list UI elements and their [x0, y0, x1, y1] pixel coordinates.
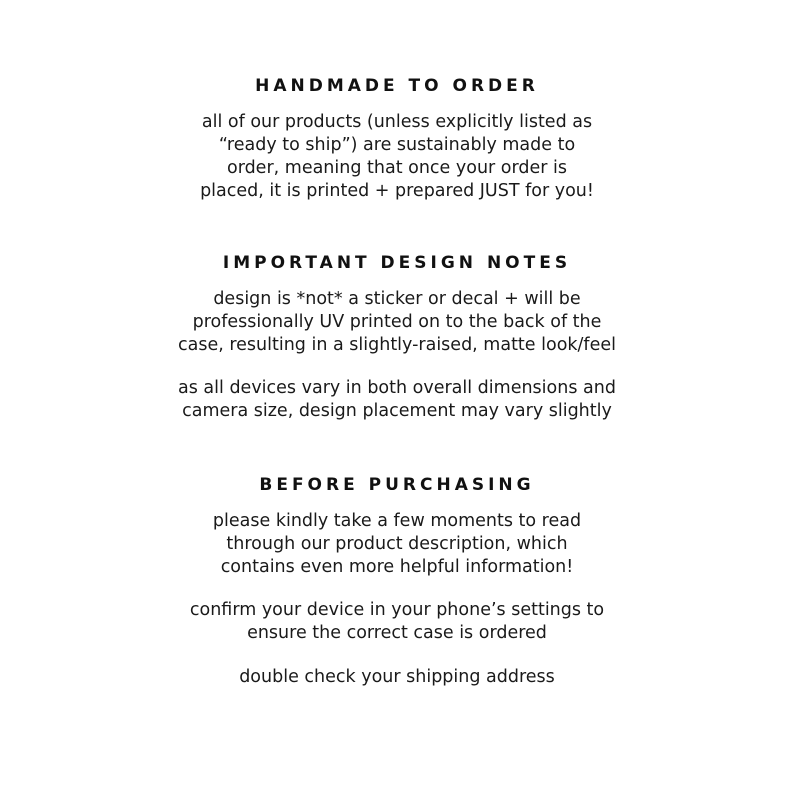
paragraph-line: all of our products (unless explicitly listed as — [201, 112, 593, 132]
section-paragraph-design-notes-2 — [0, 377, 794, 423]
paragraph-line: double check your shipping address — [239, 667, 555, 687]
section-heading-design-notes: IMPORTANT DESIGN NOTES — [222, 253, 572, 273]
paragraph-line: contains even more helpful information! — [220, 557, 574, 577]
paragraph-line: ensure the correct case is ordered — [247, 623, 547, 643]
section-paragraph-handmade — [0, 111, 794, 203]
paragraph-line: through our product description, which — [226, 534, 568, 554]
section-heading-handmade: HANDMADE TO ORDER — [255, 76, 539, 96]
paragraph-line: please kindly take a few moments to read — [212, 511, 582, 531]
section-paragraph-design-notes-1 — [0, 288, 794, 357]
section-paragraph-before-purchasing-3 — [0, 666, 794, 689]
section-paragraph-before-purchasing-2 — [0, 599, 794, 645]
paragraph-line: professionally UV printed on to the back of the — [192, 312, 602, 332]
section-paragraph-before-purchasing-1 — [0, 510, 794, 579]
paragraph-line: order, meaning that once your order is — [226, 158, 567, 178]
paragraph-line: camera size, design placement may vary slightly — [182, 401, 612, 421]
section-heading-before-purchasing: BEFORE PURCHASING — [259, 475, 535, 495]
paragraph-line: “ready to ship”) are sustainably made to — [218, 135, 576, 155]
paragraph-line: placed, it is printed + prepared JUST for you! — [200, 181, 594, 201]
paragraph-line: case, resulting in a slightly-raised, matte look/feel — [177, 335, 616, 355]
paragraph-line: confirm your device in your phone’s settings to — [189, 600, 605, 620]
paragraph-line: design is *not* a sticker or decal + will be — [213, 289, 581, 309]
paragraph-line: as all devices vary in both overall dimensions and — [178, 378, 616, 398]
